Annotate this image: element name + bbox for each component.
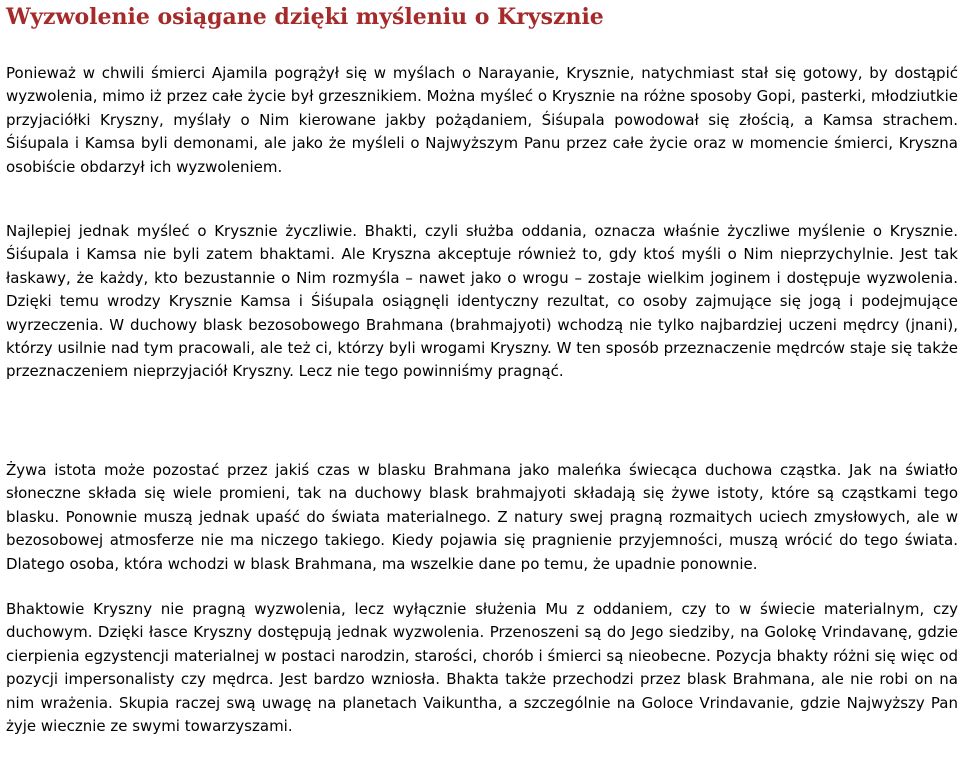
paragraph-2: Najlepiej jednak myśleć o Krysznie życzliwie. Bhakti, czyli służba oddania, oznacza właśnie życzliwe myślenie o Krysznie. Śiśupala i Kamsa nie byli zatem bhaktami. Ale Kryszna akceptuje również to, gdy ktoś myśli o Nim nieprzychylnie. Jest tak łaskawy, że każdy, kto bezustannie o Nim rozmyśla – nawet jako o wrogu – zostaje wielkim joginem i dostępuje wyzwolenia. Dzięki temu wrodzy Krysznie Kamsa i Śiśupala osiągnęli identyczny rezultat, co osoby zajmujące się jogą i podejmujące wyrzeczenia. W duchowy blask bezosobowego Brahmana (brahmajyoti) wchodzą nie tylko najbardziej uczeni mędrcy (jnani), którzy usilnie nad tym pracowali, ale też ci, którzy byli wrogami Kryszny. W ten sposób przeznaczenie mędrców staje się także przeznaczeniem nieprzyjaciół Kryszny. Lecz nie tego powinniśmy pragnąć. — [6, 222, 958, 381]
paragraph-4: Bhaktowie Kryszny nie pragną wyzwolenia, lecz wyłącznie służenia Mu z oddaniem, czy to w świecie materialnym, czy duchowym. Dzięki łasce Kryszny dostępują jednak wyzwolenia. Przenoszeni są do Jego siedziby, na Golokę Vrindavanę, gdzie cierpienia egzystencji materialnej w postaci narodzin, starości, chorób i śmierci są nieobecne. Pozycja bhakty różni się więc od pozycji impersonalisty czy mędrca. Jest bardzo wzniosła. Bhakta także przechodzi przez blask Brahmana, ale nie robi on na nim wrażenia. Skupia raczej swą uwagę na planetach Vaikuntha, a szczególnie na Goloce Vrindavanie, gdzie Najwyższy Pan żyje wiecznie ze swymi towarzyszami. — [6, 600, 958, 736]
document-page — [6, 0, 958, 736]
paragraph-3: Żywa istota może pozostać przez jakiś czas w blasku Brahmana jako maleńka świecąca duchowa cząstka. Jak na światło słoneczne składa się wiele promieni, tak na duchowy blask brahmajyoti składają się żywe istoty, które są cząstkami tego blasku. Ponownie muszą jednak upaść do świata materialnego. Z natury swej pragną rozmaitych uciech zmysłowych, ale w bezosobowej atmosferze nie ma niczego takiego. Kiedy pojawia się pragnienie przyjemności, muszą wrócić do tego świata. Dlatego osoba, która wchodzi w blask Brahmana, ma wszelkie dane po temu, że upadnie ponownie. — [6, 461, 958, 573]
paragraph-1: Ponieważ w chwili śmierci Ajamila pogrążył się w myślach o Narayanie, Krysznie, natychmiast stał się gotowy, by dostąpić wyzwolenia, mimo iż przez całe życie był grzesznikiem. Można myśleć o Krysznie na różne sposoby Gopi, pasterki, młodziutkie przyjaciółki Kryszny, myślały o Nim kierowane jakby pożądaniem, Śiśupala powodował się złością, a Kamsa strachem. Śiśupala i Kamsa byli demonami, ale jako że myśleli o Najwyższym Panu przez całe życie oraz w momencie śmierci, Kryszna osobiście obdarzył ich wyzwoleniem. — [6, 64, 958, 176]
page-title: Wyzwolenie osiągane dzięki myśleniu o Krysznie — [6, 4, 604, 30]
